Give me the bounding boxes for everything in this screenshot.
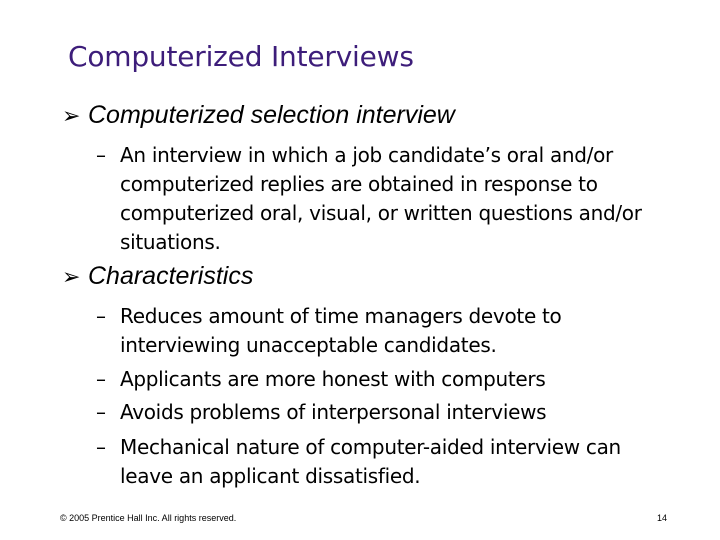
bullet-characteristics — [62, 262, 253, 291]
sub-bullet-avoids-problems — [96, 398, 670, 427]
dash-bullet-icon: – — [96, 304, 106, 328]
dash-bullet-icon: – — [96, 143, 106, 167]
dash-bullet-icon: – — [96, 400, 106, 424]
bullet-heading: Computerized selection interview — [88, 101, 455, 129]
sub-bullet-mechanical-nature — [96, 433, 670, 491]
bullet-computerized-selection-interview — [62, 101, 455, 130]
sub-bullet-text: Applicants are more honest with computers — [120, 367, 546, 391]
page-number: 14 — [657, 513, 668, 523]
copyright-footer: © 2005 Prentice Hall Inc. All rights reserved. — [60, 513, 237, 523]
arrow-bullet-icon: ➢ — [62, 265, 81, 290]
sub-bullet-text: Reduces amount of time managers devote to interviewing unacceptable candidates. — [120, 304, 562, 357]
sub-bullet-text: An interview in which a job candidate’s oral and/or computerized replies are obtained in response to computerized oral, visual, or written questions and/or situations. — [120, 143, 642, 254]
arrow-bullet-icon: ➢ — [62, 104, 81, 129]
sub-bullet-more-honest — [96, 365, 670, 394]
dash-bullet-icon: – — [96, 435, 106, 459]
sub-bullet-text: Avoids problems of interpersonal interviews — [120, 400, 547, 424]
bullet-heading: Characteristics — [88, 262, 254, 290]
sub-bullet-text: Mechanical nature of computer-aided interview can leave an applicant dissatisfied. — [120, 435, 621, 488]
sub-bullet-reduces-time — [96, 302, 670, 360]
dash-bullet-icon: – — [96, 367, 106, 391]
slide-title: Computerized Interviews — [68, 40, 414, 73]
sub-bullet-definition — [96, 141, 670, 257]
